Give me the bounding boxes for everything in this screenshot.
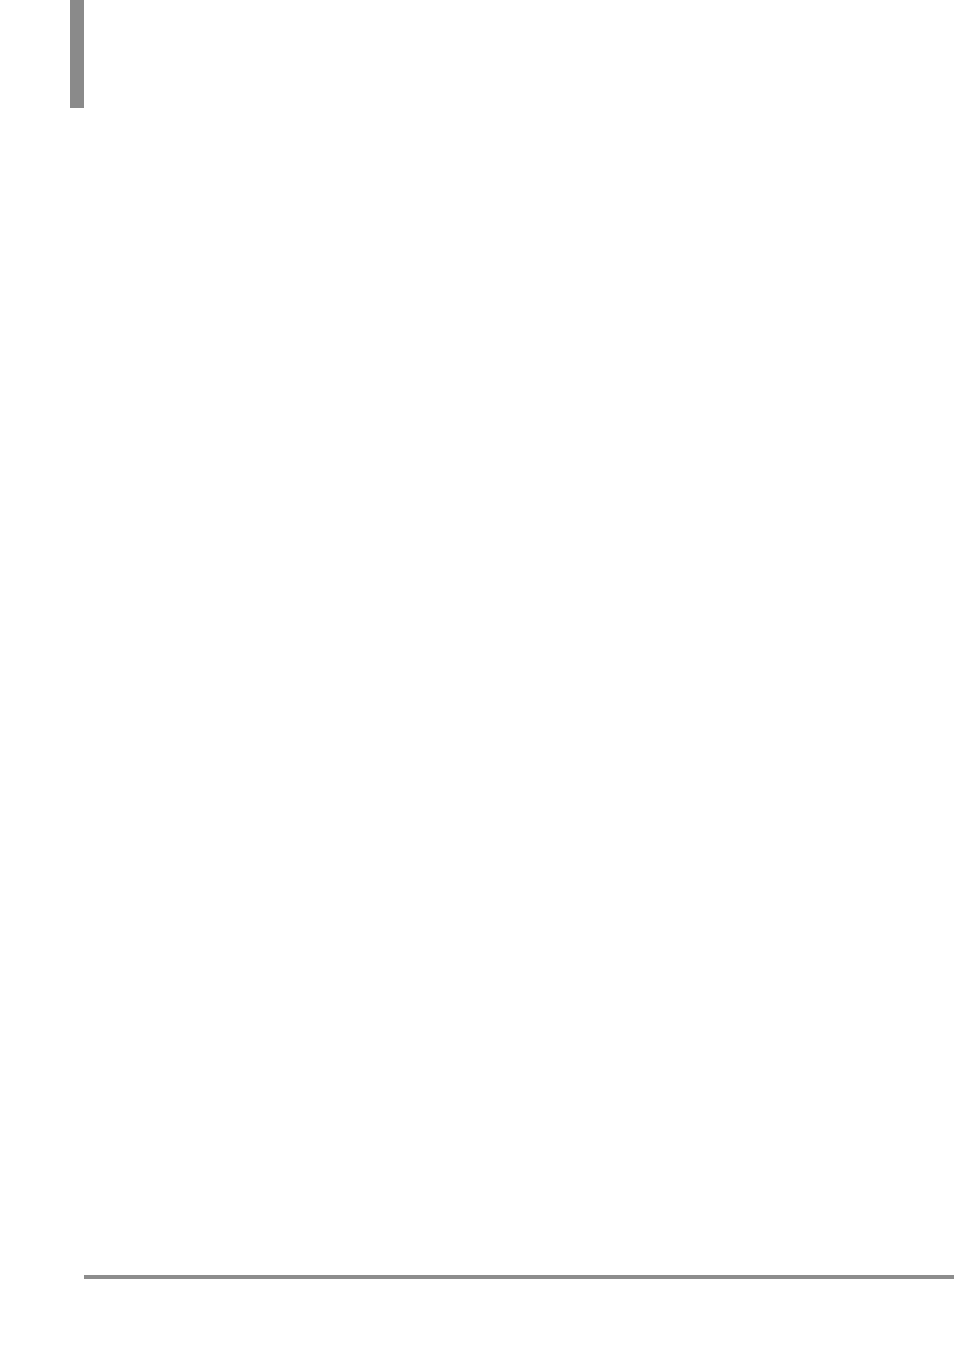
footer	[85, 1292, 92, 1320]
footer-rule	[84, 1275, 954, 1279]
side-tab-bar	[70, 0, 84, 108]
